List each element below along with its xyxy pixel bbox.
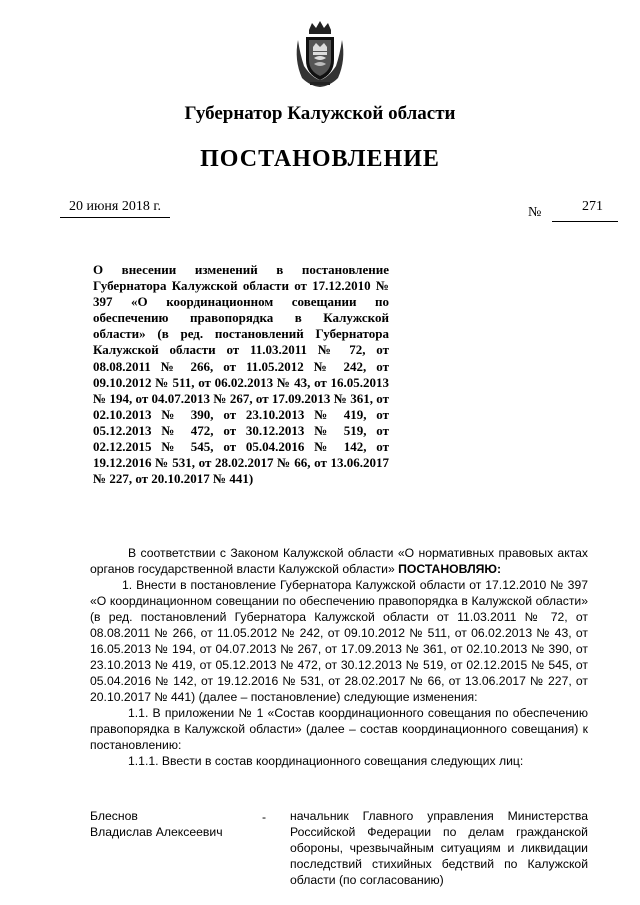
- number-sign: №: [528, 205, 542, 220]
- item-1-1-paragraph: 1.1. В приложении № 1 «Состав координационного совещания по обеспечению правопорядка в Калужской области» (далее – состав координационного совещания) к постановлению:: [90, 706, 588, 752]
- document-date: [60, 199, 170, 218]
- member-dash: -: [262, 810, 267, 824]
- preamble-text: В соответствии с Законом Калужской области «О нормативных правовых актах органов государственной власти Калужской области»: [90, 546, 588, 576]
- number-value: 271: [582, 199, 603, 214]
- item-1-paragraph: 1. Внести в постановление Губернатора Калужской области от 17.12.2010 № 397 «О координационном совещании по обеспечению правопорядка в Калужской области» (в ред. постановлений Губернатора Калужской области от 11.03.2011 № 72, от 08.08.2011 № 266, от 11.05.2012 № 242, от 09.10.2012 № 511, от 06.02.2013 № 43, от 16.05.2013 № 194, от 04.07.2013 № 267, от 17.09.2013 № 361, от 02.10.2013 № 390, от 23.10.2013 № 419, от 05.12.2013 № 472, от 30.12.2013 № 519, от 02.12.2015 № 545, от 05.04.2016 № 142, от 19.12.2016 № 531, от 28.02.2017 № 66, от 13.06.2017 № 227, от 20.10.2017 № 441) (далее – постановление) следующие изменения:: [90, 578, 588, 704]
- document-number: [528, 199, 618, 223]
- preamble-paragraph: [90, 545, 588, 577]
- date-value: 20 июня 2018 г.: [68, 199, 162, 214]
- document-type-title: ПОСТАНОВЛЕНИЕ: [200, 146, 440, 172]
- member-surname: Блеснов: [90, 809, 138, 823]
- document-body: [90, 545, 588, 769]
- member-position: начальник Главного управления Министерства Российской Федерации по делам гражданской обороны, чрезвычайным ситуациям и ликвидации последствий стихийных бедствий по Калужской области (по согласованию): [290, 809, 588, 887]
- date-underline: [60, 217, 170, 218]
- document-subject: О внесении изменений в постановление Губернатора Калужской области от 17.12.2010 № 397 «О координационном совещании по обеспечению правопорядка в Калужской области» (в ред. постановлений Губернатора Калужской области от 11.03.2011 № 72, от 08.08.2011 № 266, от 11.05.2012 № 242, от 09.10.2012 № 511, от 06.02.2013 № 43, от 16.05.2013 № 194, от 04.07.2013 № 267, от 17.09.2013 № 361, от 02.10.2013 № 390, от 23.10.2013 № 419, от 05.12.2013 № 472, от 30.12.2013 № 519, от 02.12.2015 № 545, от 05.04.2016 № 142, от 19.12.2016 № 531, от 28.02.2017 № 66, от 13.06.2017 № 227, от 20.10.2017 № 441): [93, 262, 389, 487]
- item-1-1-1-paragraph: 1.1.1. Ввести в состав координационного совещания следующих лиц:: [128, 754, 524, 768]
- number-underline: [552, 221, 618, 222]
- decree-word: ПОСТАНОВЛЯЮ:: [398, 562, 502, 576]
- coat-of-arms-icon: [292, 20, 348, 90]
- authority-title: Губернатор Калужской области: [184, 103, 456, 124]
- member-name: [90, 808, 270, 840]
- member-given-names: Владислав Алексеевич: [90, 825, 223, 839]
